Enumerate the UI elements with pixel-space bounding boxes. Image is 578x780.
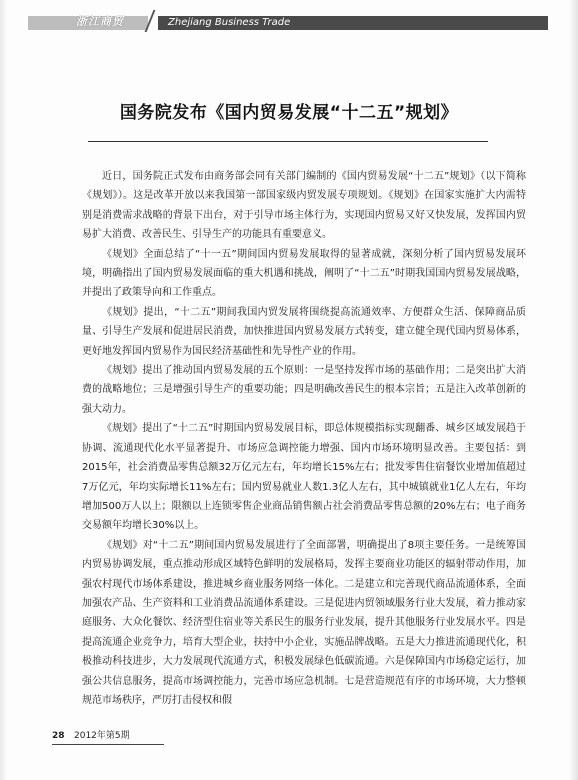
paragraph-2: 《规划》全面总结了“十一五”期间国内贸易发展取得的显著成就，深刻分析了国内贸易发展环境，明确指出了国内贸易发展面临的重大机遇和挑战，阐明了“十二五”时期我国国内贸易发展战略，并提出了政策导向和工作重点。 [82, 248, 526, 299]
header-logo-text: 浙江商贸 [76, 15, 124, 28]
paragraph-3: 《规划》提出，“十二五”期间我国内贸发展将围绕提高流通效率、方便群众生活、保障商品质量、引导生产发展和促进居民消费，加快推进国内贸易发展方式转变，建立健全现代国内贸易体系，更好地发挥国内贸易作为国民经济基础性和先导性产业的作用。 [82, 306, 526, 357]
title-underline [88, 141, 488, 142]
article-title: 国务院发布《国内贸易发展“十二五”规划》 [119, 103, 459, 123]
article-body [82, 167, 526, 710]
paragraph-6: 《规划》对“十二五”期间国内贸易发展进行了全面部署，明确提出了8项主要任务。一是统筹国内贸易协调发展，重点推动形成区域特色鲜明的发展格局，发挥主要商业功能区的辐射带动作用，加强农村现代市场体系建设，推进城乡商业服务网络一体化。二是建立和完善现代商品流通体系，全面加强农产品、生产资料和工业消费品流通体系建设。三是促进内贸领域服务行业大发展，着力推动家庭服务、大众化餐饮、经济型住宿业等关系民生的服务行业发展，提升其他服务行业发展水平。四是提高流通企业竞争力，培育大型企业，扶持中小企业，实施品牌战略。五是大力推进流通现代化，积极推动科技进步，大力发展现代流通方式，积极发展绿色低碳流通。六是保障国内市场稳定运行，加强公共信息服务，提高市场调控能力，完善市场应急机制。七是营造规范有序的市场环境，大力整顿规范市场秩序，严厉打击侵权和假 [82, 539, 526, 706]
page-footer [52, 729, 252, 749]
page-number: 28 [52, 731, 65, 741]
footer-rule [52, 744, 164, 745]
paragraph-5: 《规划》提出了“十二五”时期国内贸易发展目标，即总体规模指标实现翻番、城乡区域发展趋于协调、流通现代化水平显著提升、市场应急调控能力增强、国内市场环境明显改善。主要包括：到2015年，社会消费品零售总额32万亿元左右，年均增长15%左右；批发零售住宿餐饮业增加值超过7万亿元，年均实际增长11%左右；国内贸易就业人数1.3亿人左右，其中城镇就业1亿人左右，年均增加500万人以上；限额以上连锁零售企业商品销售额占社会消费品零售总额的20%左右；电子商务交易额年均增长30%以上。 [82, 423, 526, 532]
issue-label: 2012年第5期 [74, 731, 130, 741]
paragraph-4: 《规划》提出了推动国内贸易发展的五个原则：一是坚持发挥市场的基础作用；二是突出扩大消费的战略地位；三是增强引导生产的重要功能；四是明确改善民生的根本宗旨；五是注入改革创新的强大动力。 [82, 365, 526, 415]
paragraph-1: 近日，国务院正式发布由商务部会同有关部门编制的《国内贸易发展“十二五”规划》（以下简称《规划》）。这是改革开放以来我国第一部国家级内贸发展专项规划。《规划》在国家实施扩大内需特别是消费需求战略的背景下出台，对于引导市场主体行为，实现国内贸易又好又快发展，发挥国内贸易扩大消费、改善民生、引导生产的功能具有重要意义。 [82, 171, 526, 241]
header-english-title: Zhejiang Business Trade [168, 17, 291, 28]
running-header [28, 10, 548, 36]
